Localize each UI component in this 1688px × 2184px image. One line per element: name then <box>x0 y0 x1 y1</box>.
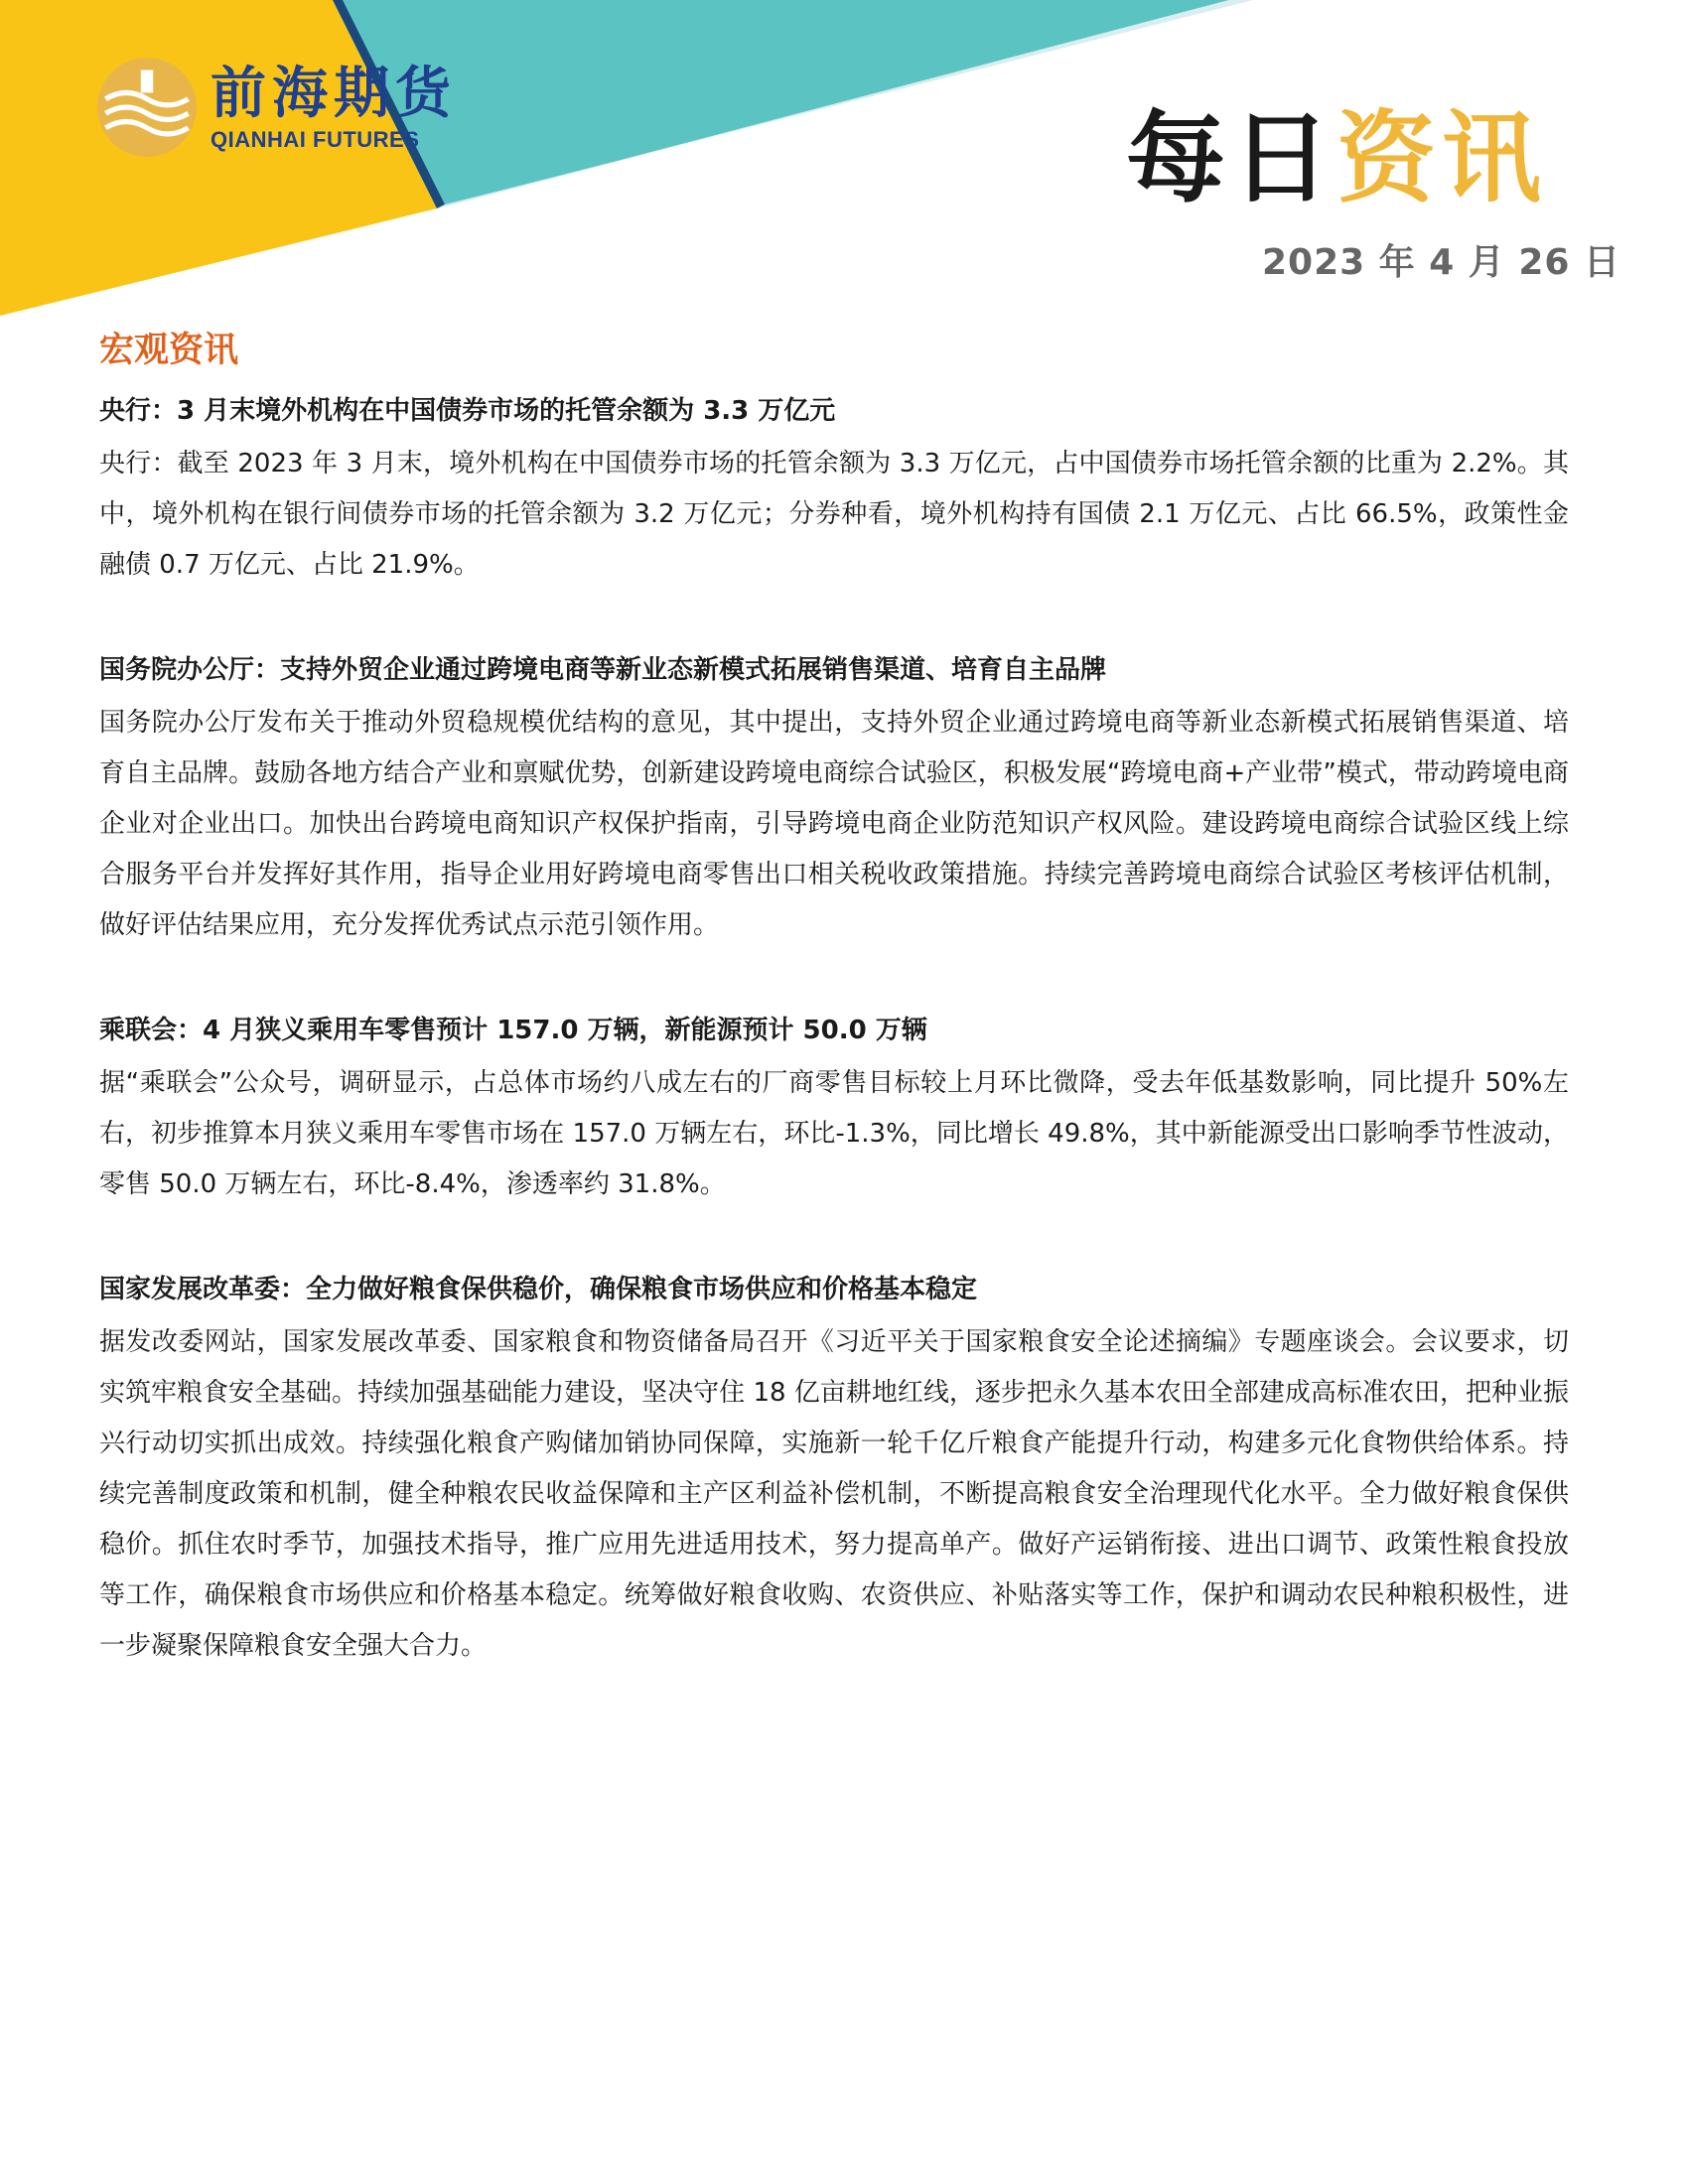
company-logo <box>95 56 457 159</box>
article-pboc <box>99 389 1569 591</box>
document-title <box>1126 99 1547 218</box>
article-headline: 国务院办公厅：支持外贸企业通过跨境电商等新业态新模式拓展销售渠道、培育自主品牌 <box>99 655 1107 685</box>
article-cpca <box>99 1009 1569 1210</box>
article-body: 央行：截至 2023 年 3 月末，境外机构在中国债券市场的托管余额为 3.3 万亿元，占中国债券市场托管余额的比重为 2.2%。其中，境外机构在银行间债券市场的托管余额为 3.2 万亿元；分券种看，境外机构持有国债 2.1 万亿元、占比 66.5%，政策性金融债 0.7 万亿元、占比 21.9%。 <box>99 449 1569 580</box>
section-title: 宏观资讯 <box>99 331 239 370</box>
logo-english-name: QIANHAI FUTURES <box>211 127 420 152</box>
article-headline: 央行：3 月末境外机构在中国债券市场的托管余额为 3.3 万亿元 <box>99 396 836 426</box>
logo-chinese-name: 前海期货 <box>211 61 457 126</box>
article-state-council <box>99 648 1569 951</box>
article-headline: 国家发展改革委：全力做好粮食保供稳价，确保粮食市场供应和价格基本稳定 <box>99 1275 978 1304</box>
title-part-news: 资讯 <box>1336 100 1547 216</box>
teal-band <box>333 0 1229 208</box>
article-body: 据“乘联会”公众号，调研显示，占总体市场约八成左右的厂商零售目标较上月环比微降，受去年低基数影响，同比提升 50%左右，初步推算本月狭义乘用车零售市场在 157.0 万辆左右，环比-1.3%，同比增长 49.8%，其中新能源受出口影响季节性波动，零售 50.0 万辆左右，环比-8.4%，渗透率约 31.8%。 <box>99 1068 1569 1199</box>
title-part-daily: 每日 <box>1126 100 1336 216</box>
article-body: 国务院办公厅发布关于推动外贸稳规模优结构的意见，其中提出，支持外贸企业通过跨境电商等新业态新模式拓展销售渠道、培育自主品牌。鼓励各地方结合产业和禀赋优势，创新建设跨境电商综合试验区，积极发展“跨境电商+产业带”模式，带动跨境电商企业对企业出口。加快出台跨境电商知识产权保护指南，引导跨境电商企业防范知识产权风险。建设跨境电商综合试验区线上综合服务平台并发挥好其作用，指导企业用好跨境电商零售出口相关税收政策措施。持续完善跨境电商综合试验区考核评估机制，做好评估结果应用，充分发挥优秀试点示范引领作用。 <box>99 708 1569 940</box>
main-content <box>99 324 1569 1729</box>
logo-emblem-icon <box>95 56 199 159</box>
article-headline: 乘联会：4 月狭义乘用车零售预计 157.0 万辆，新能源预计 50.0 万辆 <box>99 1016 927 1045</box>
document-date: 2023 年 4 月 26 日 <box>1261 242 1620 283</box>
article-ndrc <box>99 1268 1569 1672</box>
article-body: 据发改委网站，国家发展改革委、国家粮食和物资储备局召开《习近平关于国家粮食安全论述摘编》专题座谈会。会议要求，切实筑牢粮食安全基础。持续加强基础能力建设，坚决守住 18 亿亩耕地红线，逐步把永久基本农田全部建成高标准农田，把种业振兴行动切实抓出成效。持续强化粮食产购储加销协同保障，实施新一轮千亿斤粮食产能提升行动，构建多元化食物供给体系。持续完善制度政策和机制，健全种粮农民收益保障和主产区利益补偿机制，不断提高粮食安全治理现代化水平。全力做好粮食保供稳价。抓住农时季节，加强技术指导，推广应用先进适用技术，努力提高单产。做好产运销衔接、进出口调节、政策性粮食投放等工作，确保粮食市场供应和价格基本稳定。统筹做好粮食收购、农资供应、补贴落实等工作，保护和调动农民种粮积极性，进一步凝聚保障粮食安全强大合力。 <box>99 1327 1569 1661</box>
